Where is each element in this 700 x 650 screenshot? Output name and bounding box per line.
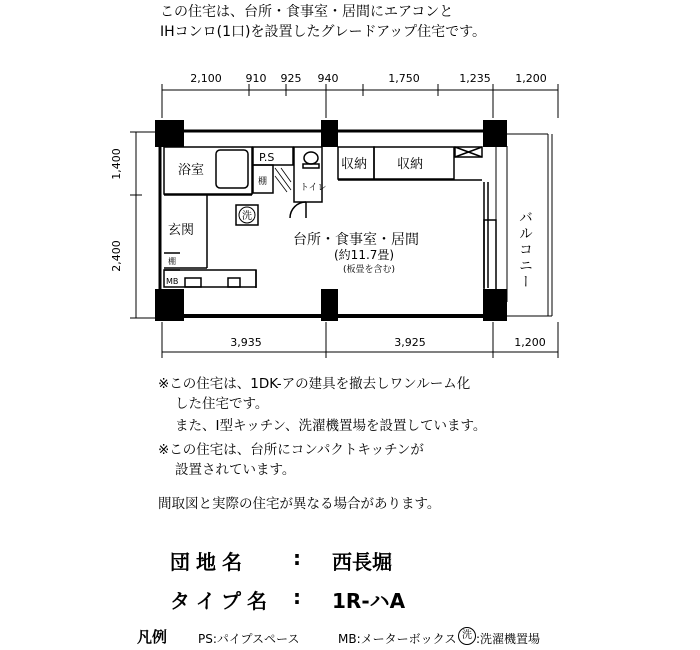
- balcony-label: バルコニー: [517, 210, 533, 290]
- main-room-label: 台所・食事室・居間: [293, 232, 419, 248]
- main-room-note: (板畳を含む): [343, 265, 396, 275]
- type-name-value: 1R-ハA: [332, 589, 406, 613]
- left-dim-1: 1,400: [110, 148, 123, 180]
- storage-1-label: 収納: [341, 157, 368, 172]
- complex-name-label: 団地名: [170, 550, 248, 574]
- top-dim-1: 2,100: [190, 72, 222, 85]
- top-dim-7: 1,200: [515, 72, 547, 85]
- complex-name-separator: :: [293, 546, 301, 570]
- room-ps-label: P.S: [259, 151, 275, 164]
- top-dim-3: 925: [280, 72, 302, 85]
- note-1-line-3: また、I型キッチン、洗濯機置場を設置しています。: [175, 418, 487, 434]
- room-shelf-label: 棚: [258, 177, 268, 187]
- complex-name-value: 西長堀: [332, 550, 392, 574]
- legend-ps: PS:パイプスペース: [198, 632, 300, 646]
- interior-walls: [164, 147, 496, 290]
- header-line-1: この住宅は、台所・食事室・居間にエアコンと: [160, 4, 454, 20]
- bottom-dim-2: 3,925: [394, 336, 426, 349]
- left-dim-2: 2,400: [110, 240, 123, 272]
- note-2-line-2: 設置されています。: [175, 462, 296, 478]
- top-dim-4: 940: [317, 72, 339, 85]
- washer-symbol: 洗: [242, 211, 252, 222]
- legend-washer: :洗濯機置場: [476, 632, 541, 646]
- main-room-area: (約11.7畳): [334, 248, 395, 262]
- legend-washer-icon: 洗: [458, 627, 476, 645]
- header-line-2: IHコンロ(1口)を設置したグレードアップ住宅です。: [160, 24, 486, 40]
- note-1-line-2: した住宅です。: [175, 396, 269, 412]
- ps-hatch: [275, 168, 291, 192]
- type-name-separator: :: [293, 585, 301, 609]
- note-2-line-1: ※この住宅は、台所にコンパクトキッチンが: [158, 442, 424, 458]
- room-toilet-label: トイレ: [300, 183, 327, 193]
- room-bath-label: 浴室: [178, 163, 205, 178]
- bottom-dim-1: 3,935: [230, 336, 262, 349]
- room-entrance-label: 玄関: [168, 223, 195, 238]
- bottom-dimension-line: [162, 322, 558, 358]
- small-shelf-label: 棚: [168, 257, 176, 266]
- type-name-label: タイプ名: [170, 589, 273, 613]
- storage-2-label: 収納: [397, 157, 424, 172]
- top-dim-6: 1,235: [459, 72, 491, 85]
- bottom-dim-3: 1,200: [514, 336, 546, 349]
- legend-mb: MB:メーターボックス: [338, 632, 457, 646]
- top-dim-2: 910: [245, 72, 267, 85]
- note-1-line-1: ※この住宅は、1DK-アの建具を撤去しワンルーム化: [158, 376, 471, 392]
- top-dimension-line: [162, 84, 558, 118]
- disclaimer: 間取図と実際の住宅が異なる場合があります。: [158, 496, 441, 512]
- legend-title: 凡例: [137, 628, 168, 646]
- top-dim-5: 1,750: [388, 72, 420, 85]
- room-mb-label: MB: [166, 277, 179, 286]
